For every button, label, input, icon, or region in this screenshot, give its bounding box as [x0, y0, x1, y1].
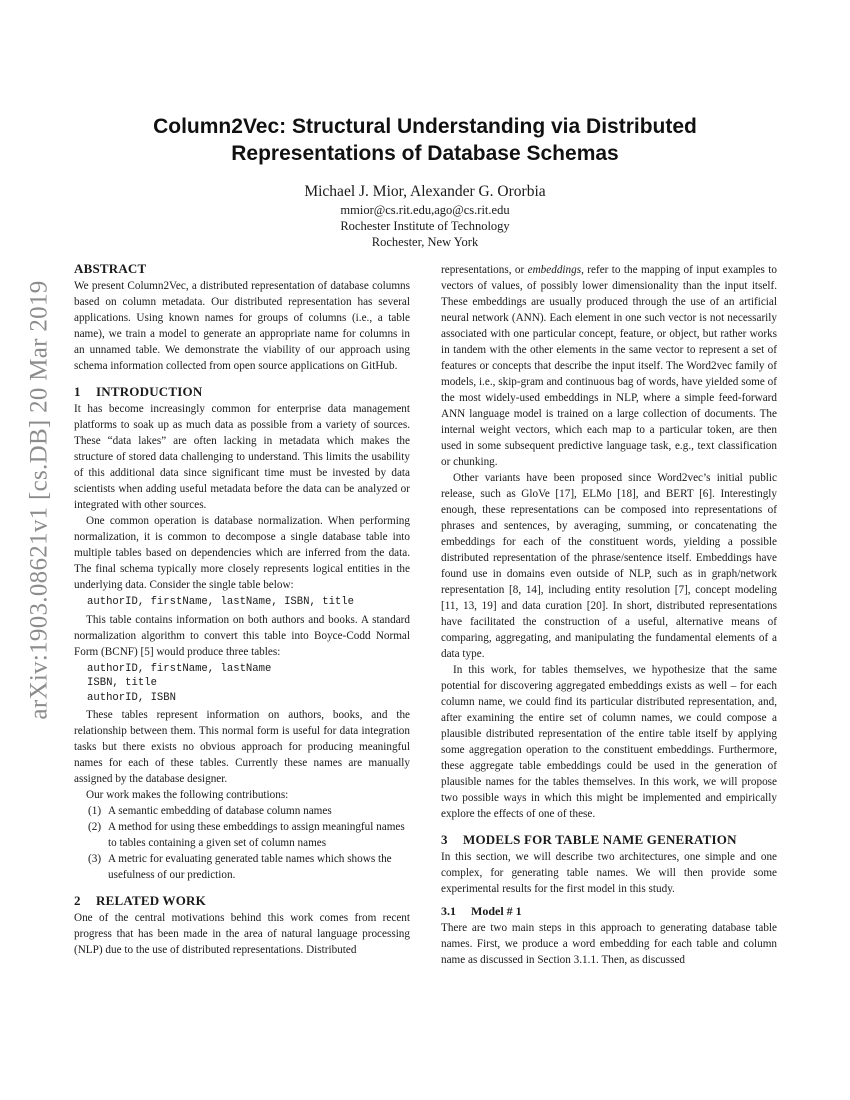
- section-heading-related-work: [74, 892, 410, 910]
- affiliation: [90, 202, 760, 250]
- list-text: A metric for evaluating generated table names which shows the usefulness of our prediction.: [108, 853, 392, 881]
- subsection-title: Model # 1: [471, 904, 522, 918]
- section-title: RELATED WORK: [96, 893, 206, 908]
- list-label: (1): [88, 805, 102, 817]
- left-column: [74, 260, 410, 958]
- arxiv-stamp-text: arXiv:1903.08621v1 [cs.DB] 20 Mar 2019: [26, 280, 53, 720]
- paragraph: There are two main steps in this approach to generating database table names. First, we produce a word embedding for each table and column name as discussed in Section 3.1.1. Then, as discussed: [441, 922, 777, 966]
- code-line: authorID, firstName, lastName: [87, 662, 272, 675]
- list-item: [74, 803, 410, 819]
- paragraph: It has become increasingly common for enterprise data management platforms to soak up as much data as possible from a variety of sources. These “data lakes” are often lacking in metadata which makes the structure of stored data challenging to understand. This limits the usability of this additional data since significant time must be invested by data scientists when adding useful metadata before the data can be analyzed or integrated with other sources.: [74, 403, 410, 511]
- title-line-2: Representations of Database Schemas: [231, 142, 619, 165]
- abstract-text: We present Column2Vec, a distributed representation of database columns based on column metadata. Our distributed representation has several applications. Using known names for groups of columns (i.e., a table name), we train a model to generate an appropriate name for columns in an unnamed table. We demonstrate the viability of our approach using schema information collected from open source applications on GitHub.: [74, 280, 410, 372]
- institution: Rochester Institute of Technology: [340, 219, 510, 233]
- section-number: 2: [74, 893, 81, 908]
- paragraph: This table contains information on both authors and books. A standard normalization algorithm to convert this table into Boyce-Codd Normal Form (BCNF) [5] would produce three tables:: [74, 613, 410, 658]
- contributions-list: [74, 803, 410, 883]
- section-number: 3: [441, 832, 448, 847]
- code-block: [74, 662, 410, 706]
- paper-title: [90, 113, 760, 167]
- list-label: (3): [88, 853, 102, 865]
- paragraph: One of the central motivations behind this work comes from recent progress that has been made in the area of natural language processing (NLP) due to the use of distributed representations. Distributed: [74, 912, 410, 956]
- arxiv-stamp: [20, 280, 60, 720]
- section-title: INTRODUCTION: [96, 384, 203, 399]
- paragraph: One common operation is database normalization. When performing normalization, it is common to decompose a single database table into multiple tables based on dependencies which are inferred from the data. The final schema typically more closely represents logical entities in the underlying data. Consider the single table below:: [74, 515, 410, 591]
- abstract-heading: ABSTRACT: [74, 261, 147, 276]
- text-run: representations, or: [441, 264, 528, 276]
- text-run: , refer to the mapping of input examples to vectors of values, of possibly lower dimensionality than the input itself. These embeddings are usually produced through the use of an artificial neural network (ANN). Each element in one such vector is not necessarily associated with one particular concept, feature, or object, but rather works in tandem with the other elements in the same vector to represent a set of features or concepts that describe the input itself. The Word2vec family of models, i.e., skip-gram and continuous bag of words, have yielded some of the most widely-used embeddings in NLP, where a simple feed-forward ANN language model is trained on a large collection of documents. The internal weight vectors, which each map to a particular token, are then used in some subsequent predictive language task, e.g., text classification or chunking.: [441, 264, 777, 468]
- paragraph: In this work, for tables themselves, we hypothesize that the same potential for discovering aggregated embeddings exists as well – for each column name, we could find its particular distributed representation, and, after examining the entire set of column names, we could compose a plausible distributed representation of the entire table itself by applying some aggregation operation to the constituent embeddings. Furthermore, these aggregate table embeddings could be used in the generation of plausible names for the tables themselves. In this work, we will propose two possible ways in which this might be implemented and empirically explore the effects of one of these.: [441, 664, 777, 820]
- list-item: [74, 819, 410, 851]
- paragraph: In this section, we will describe two architectures, one simple and one complex, for generating table names. We will then provide some experimental results for the first model in this study.: [441, 851, 777, 895]
- subsection-number: 3.1: [441, 904, 456, 918]
- list-text: A semantic embedding of database column names: [108, 805, 332, 817]
- emphasis-text: embeddings: [527, 264, 582, 276]
- list-text: A method for using these embeddings to assign meaningful names to tables containing a given set of column names: [108, 821, 405, 849]
- section-heading-models: [441, 831, 777, 849]
- paragraph: These tables represent information on authors, books, and the relationship between them. This normal form is useful for data integration tasks but there exists no obvious approach for producing meaningful names for each of these tables. Currently these names are manually assigned by the database designer.: [74, 709, 410, 785]
- author-emails: mmior@cs.rit.edu,ago@cs.rit.edu: [340, 203, 510, 217]
- right-column: [441, 262, 777, 968]
- paragraph: Other variants have been proposed since Word2vec’s initial public release, such as GloVe [17], ELMo [18], and BERT [6]. Interestingly enough, these representations can be composed into representations of phrases and sentences, by averaging, summing, or concatenating the embeddings for each of the constituent words, yielding a possible distributed representation of the phrase/sentence itself. Embeddings have found use in domains even outside of NLP, such as in graph/network representation [8, 14], including entity resolution [7], concept modeling [11, 13, 19] and data curation [20]. In short, distributed representations have facilitated the construction of a useful, alternative means of comparing, aggregating, and manipulating the fundamental elements of a data type.: [441, 472, 777, 660]
- title-line-1: Column2Vec: Structural Understanding via Distributed: [153, 115, 697, 138]
- section-number: 1: [74, 384, 81, 399]
- location: Rochester, New York: [371, 235, 479, 249]
- subsection-heading-model-1: [441, 902, 777, 920]
- list-item: [74, 851, 410, 883]
- code-line: authorID, ISBN: [87, 691, 177, 704]
- authors: Michael J. Mior, Alexander G. Ororbia: [304, 183, 546, 200]
- paragraph: Our work makes the following contributions:: [86, 789, 289, 801]
- section-heading-introduction: [74, 383, 410, 401]
- code-line: ISBN, title: [87, 677, 157, 689]
- paragraph: [441, 262, 777, 470]
- list-label: (2): [88, 821, 102, 833]
- section-title: MODELS FOR TABLE NAME GENERATION: [463, 832, 737, 847]
- code-line: authorID, firstName, lastName, ISBN, title: [87, 596, 355, 608]
